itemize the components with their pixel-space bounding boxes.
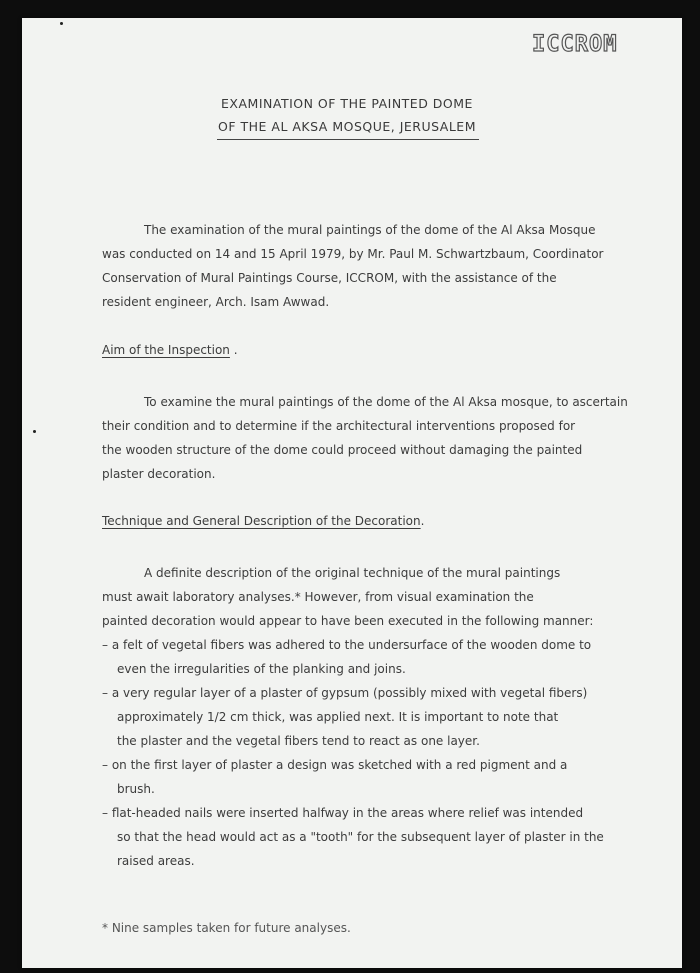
bullet-line: – a felt of vegetal fibers was adhered to the undersurface of the wooden dome to xyxy=(102,638,592,652)
title-underline xyxy=(217,139,479,140)
intro-paragraph xyxy=(102,218,642,314)
technique-heading: Technique and General Description of the Decoration. xyxy=(102,514,425,528)
technique-line: painted decoration would appear to have been executed in the following manner: xyxy=(102,614,594,628)
aim-line: plaster decoration. xyxy=(102,467,216,481)
bullet-continuation: approximately 1/2 cm thick, was applied next. It is important to note that xyxy=(117,710,559,724)
intro-line: was conducted on 14 and 15 April 1979, by Mr. Paul M. Schwartzbaum, Coordinator xyxy=(102,247,604,261)
iccrom-logo: ICCROM xyxy=(532,32,618,57)
aim-paragraph xyxy=(102,390,642,486)
technique-line: A definite description of the original technique of the mural paintings xyxy=(144,566,561,580)
scan-speck xyxy=(60,22,63,25)
bullet-continuation: the plaster and the vegetal fibers tend to react as one layer. xyxy=(117,734,480,748)
title-line-2: OF THE AL AKSA MOSQUE, JERUSALEM xyxy=(217,119,476,134)
aim-line: their condition and to determine if the architectural interventions proposed for xyxy=(102,419,576,433)
bullet-continuation: so that the head would act as a "tooth" for the subsequent layer of plaster in the xyxy=(117,830,604,844)
bullet-item xyxy=(102,681,642,753)
aim-line: To examine the mural paintings of the dome of the Al Aksa mosque, to ascertain xyxy=(144,395,628,409)
bullet-item xyxy=(102,633,642,681)
bullet-item xyxy=(102,801,642,873)
bullet-line: – on the first layer of plaster a design was sketched with a red pigment and a xyxy=(102,758,568,772)
aim-line: the wooden structure of the dome could proceed without damaging the painted xyxy=(102,443,583,457)
scan-speck xyxy=(33,430,36,433)
bullet-continuation: raised areas. xyxy=(117,854,195,868)
title-line-1: EXAMINATION OF THE PAINTED DOME xyxy=(221,96,473,111)
intro-line: Conservation of Mural Paintings Course, ICCROM, with the assistance of the xyxy=(102,271,557,285)
document-page xyxy=(22,18,682,968)
intro-line: The examination of the mural paintings of the dome of the Al Aksa Mosque xyxy=(144,223,596,237)
bullet-item xyxy=(102,753,642,801)
technique-line: must await laboratory analyses.* However, from visual examination the xyxy=(102,590,534,604)
bullet-line: – a very regular layer of a plaster of gypsum (possibly mixed with vegetal fibers) xyxy=(102,686,588,700)
bullet-continuation: brush. xyxy=(117,782,155,796)
aim-heading: Aim of the Inspection . xyxy=(102,343,238,357)
intro-line: resident engineer, Arch. Isam Awwad. xyxy=(102,295,330,309)
bullet-line: – flat-headed nails were inserted halfway in the areas where relief was intended xyxy=(102,806,584,820)
footnote: * Nine samples taken for future analyses. xyxy=(102,921,351,935)
technique-paragraph xyxy=(102,561,642,873)
document-title xyxy=(212,92,482,138)
bullet-continuation: even the irregularities of the planking and joins. xyxy=(117,662,406,676)
